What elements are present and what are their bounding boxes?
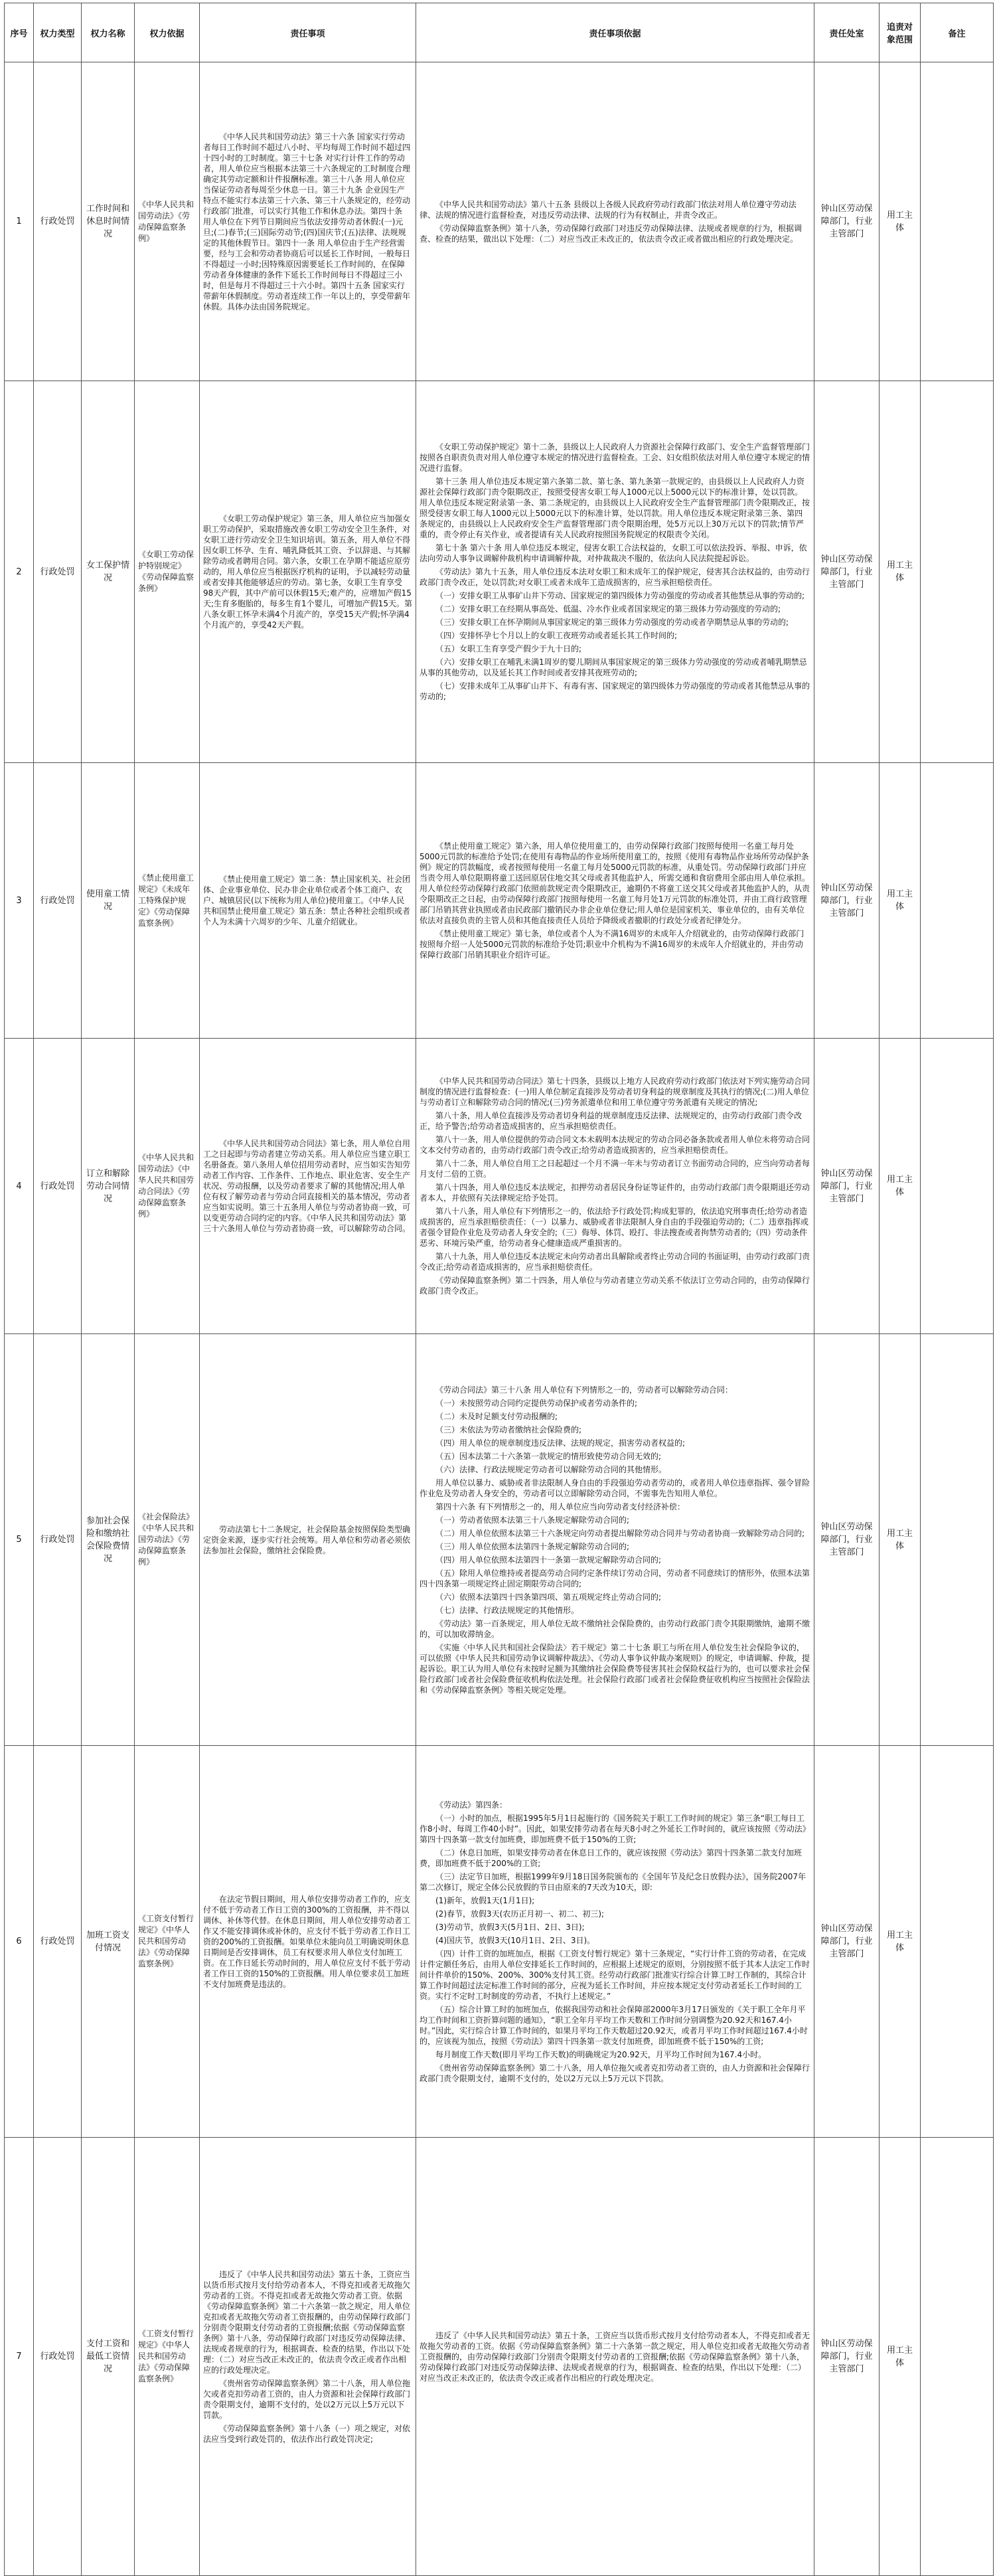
cell-duty-paragraph: 劳动法第七十二条规定，社会保险基金按照保险类型确定资金来源，逐步实行社会统筹。用人单位和劳动者必须依法参加社会保险，缴纳社会保险费。 [203,1524,411,1555]
cell-dept: 钟山区劳动保障部门，行业主管部门 [814,62,880,381]
cell-dept: 钟山区劳动保障部门，行业主管部门 [814,381,880,763]
cell-no: 4 [5,1039,34,1334]
cell-duty-basis-paragraph: （二）休息日加班，如果安排劳动者在休息日工作的，就应该按照《劳动法》第四十四条第二款支付加班费，即加班费不低于200%的工资; [420,1847,803,1868]
cell-target: 用工主体 [880,1746,921,2138]
col-header-no: 序号 [5,3,34,62]
cell-duty-basis-paragraph: (2)春节，放假3天(农历正月初一、初二、初三); [435,1909,605,1919]
col-header-duty: 责任事项 [200,3,416,62]
cell-name: 加班工资支付情况 [82,1746,135,2138]
cell-target: 用工主体 [880,381,921,763]
cell-dept: 钟山区劳动保障部门，行业主管部门 [814,1746,880,2138]
cell-duty-basis-paragraph: (1)新年，放假1天(1月1日); [435,1895,535,1905]
cell-duty-basis-paragraph: （三）安排女职工在怀孕期间从事国家规定的第三级体力劳动强度的劳动或者孕期禁忌从事的劳动的; [435,618,789,627]
cell-name: 订立和解除劳动合同情况 [82,1039,135,1334]
cell-duty-basis-paragraph: 《劳动合同法》第三十八条 用人单位有下列情形之一的，劳动者可以解除劳动合同： [435,1385,733,1395]
cell-dept: 钟山区劳动保障部门，行业主管部门 [814,763,880,1039]
cell-duty-basis-paragraph: 第四十六条 有下列情形之一的，用人单位应当向劳动者支付经济补偿： [435,1502,685,1511]
cell-dept: 钟山区劳动保障部门，行业主管部门 [814,2138,880,2576]
cell-duty-basis-paragraph: （五）除用人单位维持或者提高劳动合同约定条件续订劳动合同，劳动者不同意续订的情形外，依照本法第四十四条第一项规定终止固定期限劳动合同的; [420,1568,810,1589]
cell-duty-basis-paragraph: （一）小时的加点，根据1995年5月1日起施行的《国务院关于职工工作时间的规定》第三条“职工每日工作8小时、每周工作40小时”。因此，如果安排劳动者在每天8小时之外延长工作时间的，就应该按照《劳动法》第四十四条第一款支付加班费，即加班费不低于150%的工资; [420,1813,810,1844]
cell-note [921,2138,994,2576]
cell-duty-basis-paragraph: 第八十八条，用人单位有下列情形之一的，依法给予行政处罚;构成犯罪的，依法追究刑事责任;给劳动者造成损害的，应当承担赔偿责任：（一）以暴力、威胁或者非法限制人身自由的手段强迫劳动的;（二）违章指挥或者强令冒险作业危及劳动者人身安全的;（三）侮辱、体罚、殴打、非法搜查或者拘禁劳动者的;（四）劳动条件恶劣、环境污染严重，给劳动者身心健康造成严重损害的。 [420,1207,809,1248]
col-header-basis: 权力依据 [135,3,200,62]
cell-duty-basis-paragraph: 第八十条，用人单位直接涉及劳动者切身利益的规章制度违反法律、法规规定的，由劳动行政部门责令改正，给予警告;给劳动者造成损害的，应当承担赔偿责任。 [420,1111,803,1131]
cell-duty [200,2138,416,2576]
col-header-target: 追责对象范围 [880,3,921,62]
cell-note [921,763,994,1039]
cell-duty-paragraph: 《贵州省劳动保障监察条例》第二十八条，用人单位拖欠或者克扣劳动者工资的，由人力资源和社会保障行政部门责令限期支付，逾期不支付的，处以2万元以上5万元以下罚款。 [203,2378,411,2420]
cell-duty-basis-paragraph: （六）法律、行政法规规定劳动者可以解除劳动合同的其他情形。 [435,1464,667,1474]
cell-duty-basis-paragraph: （一）未按照劳动合同约定提供劳动保护或者劳动条件的; [435,1398,638,1408]
cell-duty-basis-paragraph: （四）用人单位依照本法第四十一条第一款规定解除劳动合同的; [435,1555,662,1565]
cell-basis: 《中华人民共和国劳动法》《中华人民共和国劳动合同法》《劳动保障监察条例》 [135,1039,200,1334]
power-list-table [4,3,994,2576]
cell-type: 行政处罚 [34,763,82,1039]
cell-duty-basis [416,2138,814,2576]
cell-duty-basis [416,1039,814,1334]
col-header-duty-basis: 责任事项依据 [416,3,814,62]
cell-duty-basis-paragraph: （四）计件工资的加班加点，根据《工资支付暂行规定》第十三条规定，“实行计件工资的劳动者，在完成计件定额任务后，由用人单位安排延长工作时间的，应根据上述规定的原则，分别按照不低于其本人法定工作时间计件单价的150%、200%、300%支付其工资。经劳动行政部门批准实行综合计算工时工作制的，其综合计算工作时间超过法定标准工作时间的部分，应视为延长工作时间，并应按本规定支付劳动者延长工作时间的工资。实行不定时工时制度的劳动者，不执行上述规定。” [420,1948,810,2001]
cell-duty-paragraph: 《中华人民共和国劳动法》第三十六条 国家实行劳动者每日工作时间不超过八小时、平均每周工作时间不超过四十四小时的工时制度。第三十七条 对实行计件工作的劳动者，用人单位应当根据本法第三十六条规定的工时制度合理确定其劳动定额和计件报酬标准。第三十八条 用人单位应当保证劳动者每周至少休息一日。第三十九条 企业因生产特点不能实行本法第三十六条、第三十八条规定的，经劳动行政部门批准，可以实行其他工作和休息办法。第四十条 用人单位在下列节日期间应当依法安排劳动者休假:(一)元旦;(二)春节;(三)国际劳动节;(四)国庆节;(五)法律、法规规定的其他休假节日。第四十一条 用人单位由于生产经营需要，经与工会和劳动者协商后可以延长工作时间，一般每日不得超过一小时;因特殊原因需要延长工作时间的，在保障劳动者身体健康的条件下延长工作时间每日不得超过三小时，但是每月不得超过三十六小时。第四十五条 国家实行带薪年休假制度。劳动者连续工作一年以上的，享受带薪年休假。具体办法由国务院规定。 [203,131,411,311]
cell-no: 3 [5,763,34,1039]
cell-duty-basis-paragraph: 《实施〈中华人民共和国社会保险法〉若干规定》第二十七条 职工与所在用人单位发生社会保险争议的，可以依照《中华人民共和国劳动争议调解仲裁法》、《劳动人事争议仲裁办案规则》的规定，申请调解、仲裁，提起诉讼。职工认为用人单位有未按时足额为其缴纳社会保险费等侵害其社会保险权益行为的，也可以要求社会保险行政部门或者社会保险费征收机构依法处理。社会保险行政部门或者社会保险费征收机构应当按照社会保险法和《劳动保障监察条例》等相关规定处理。 [420,1642,810,1695]
header-row [5,3,994,62]
cell-duty-basis-paragraph: (4)国庆节，放假3天(10月1日、2日、3日)。 [435,1935,595,1945]
cell-duty [200,1039,416,1334]
cell-duty [200,1334,416,1746]
table-row [5,62,994,381]
cell-duty [200,1746,416,2138]
table-row [5,1334,994,1746]
cell-duty-basis-paragraph: （一）安排女职工从事矿山井下劳动、国家规定的第四级体力劳动强度的劳动或者其他禁忌从事的劳动的; [435,591,805,600]
cell-duty-basis-paragraph: （二）未及时足额支付劳动报酬的; [435,1411,558,1421]
cell-duty-basis-paragraph: （六）依照本法第四十四条第四项、第五项规定终止劳动合同的; [435,1592,662,1602]
cell-duty-paragraph: 《禁止使用童工规定》第二条：禁止国家机关、社会团体、企业事业单位、民办非企业单位或者个体工商户、农户、城镇居民(以下统称为用人单位)使用童工。《中华人民共和国禁止使用童工规定》第五条：禁止各种社会组织或者个人为未满十六周岁的少年、儿童介绍就业。 [203,875,411,926]
cell-duty-basis-paragraph: （一）劳动者依照本法第三十八条规定解除劳动合同的; [435,1515,630,1525]
cell-dept: 钟山区劳动保障部门，行业主管部门 [814,1334,880,1746]
cell-duty-basis-paragraph: （二）用人单位依照本法第三十六条规定向劳动者提出解除劳动合同并与劳动者协商一致解除劳动合同的; [435,1528,805,1538]
cell-duty-basis [416,1334,814,1746]
cell-duty-basis-paragraph: 第八十一条，用人单位提供的劳动合同文本未载明本法规定的劳动合同必备条款或者用人单位未将劳动合同文本交付劳动者的，由劳动行政部门责令改正;给劳动者造成损害的，应当承担赔偿责任。 [420,1135,810,1155]
cell-duty-basis-paragraph: 《女职工劳动保护规定》第十二条，县级以上人民政府人力资源社会保障行政部门、安全生产监督管理部门按照各自职责负责对用人单位遵守本规定的情况进行监督检查。工会、妇女组织依法对用人单位遵守本规定的情况进行监督。 [420,442,810,473]
cell-no: 2 [5,381,34,763]
cell-duty-paragraph: 《女职工劳动保护规定》第三条，用人单位应当加强女职工劳动保护，采取措施改善女职工劳动安全卫生条件，对女职工进行劳动安全卫生知识培训。第五条，用人单位不得因女职工怀孕、生育、哺乳降低其工资、予以辞退、与其解除劳动或者聘用合同。第六条，女职工在孕期不能适应原劳动的，用人单位应当根据医疗机构的证明，予以减轻劳动量或者安排其他能够适应的劳动。第七条，女职工生育享受98天产假，其中产前可以休假15天;难产的，应增加产假15天;生育多胞胎的，每多生育1个婴儿，可增加产假15天。第八条女职工怀孕未满4个月流产的，享受15天产假;怀孕满4个月流产的，享受42天产假。 [203,514,412,630]
cell-target: 用工主体 [880,2138,921,2576]
cell-name: 使用童工情况 [82,763,135,1039]
cell-dept: 钟山区劳动保障部门，行业主管部门 [814,1039,880,1334]
cell-duty-basis-paragraph: （四）安排怀孕七个月以上的女职工夜班劳动或者延长其工作时间的; [435,631,678,640]
cell-target: 用工主体 [880,62,921,381]
cell-duty-basis-paragraph: （二）安排女职工在经期从事高处、低温、冷水作业或者国家规定的第三级体力劳动强度的劳动的; [435,604,781,614]
cell-duty-basis-paragraph: 《中华人民共和国劳动法》第八十五条 县级以上各级人民政府劳动行政部门依法对用人单位遵守劳动法律、法规的情况进行监督检查，对违反劳动法律、法规的行为有权制止，并责令改正。 [420,199,797,220]
cell-note [921,1334,994,1746]
cell-duty-paragraph: 《中华人民共和国劳动合同法》第七条，用人单位自用工之日起即与劳动者建立劳动关系。用人单位应当建立职工名册备查。第八条用人单位招用劳动者时，应当如实告知劳动者工作内容、工作条件、工作地点、职业危害、安全生产状况、劳动报酬，以及劳动者要求了解的其他情况;用人单位有权了解劳动者与劳动合同直接相关的基本情况，劳动者应当如实说明。第三十五条用人单位与劳动者协商一致，可以变更劳动合同约定的内容。《中华人民共和国劳动法》第三十六条用人单位与劳动者协商一致，可以解除劳动合同。 [203,1139,411,1233]
cell-type: 行政处罚 [34,1746,82,2138]
cell-duty-paragraph: 在法定节假日期间，用人单位安排劳动者工作的，应支付不低于劳动者工作日工资的300%的工资报酬，并不得以调休、补休等代替。在休息日期间，用人单位安排劳动者工作又不能安排调休或补休的，应支付不低于劳动者工作日工资的200%的工资报酬。如果单位未能向员工明确说明休息日期间是否安排调休，员工有权要求用人单位支付加班工资。在工作日延长劳动时间的，用人单位应支付不低于劳动者工作日工资的150%的工资报酬。用人单位要求员工加班不支付加班费是违法的。 [203,1894,411,1989]
cell-note [921,1039,994,1334]
col-header-dept: 责任处室 [814,3,880,62]
cell-duty-basis-paragraph: 《中华人民共和国劳动合同法》第七十四条，县级以上地方人民政府劳动行政部门依法对下列实施劳动合同制度的情况进行监督检查：(一)用人单位制定直接涉及劳动者切身利益的规章制度及其执行的情况;(二)用人单位与劳动者订立和解除劳动合同的情况;(三)劳务派遣单位和用工单位遵守劳务派遣有关规定的情况; [420,1076,810,1107]
cell-duty-basis-paragraph: （三）用人单位依照本法第四十条规定解除劳动合同的; [435,1541,630,1551]
cell-duty-basis-paragraph: （五）综合计算工时的加班加点，依据我国劳动和社会保障部2000年3月17日颁发的《关于职工全年月平均工作时间和工资折算问题的通知》，“职工全年月平均工作天数和工作时间分别调整为20.92天和167.4小时。”因此，实行综合计算工作时间的，如果月平均工作天数超过20.92天，或者月平均工作时间超过167.4小时的，应该视为加点，按照《劳动法》第四十四条第一款支付加班费，即加班费不低于150%的工资; [420,2004,808,2046]
cell-target: 用工主体 [880,763,921,1039]
cell-duty-basis-paragraph: 第七十条 第六十条 用人单位违反本规定，侵害女职工合法权益的，女职工可以依法投诉、举报、申诉，依法向劳动人事争议调解仲裁机构申请调解仲裁，对仲裁裁决不服的，依法向人民法院提起诉讼。 [420,543,807,563]
cell-no: 6 [5,1746,34,2138]
cell-duty-basis-paragraph: 《劳动保障监察条例》第十八条，劳动保障行政部门对违反劳动保障法律、法规或者规章的行为，根据调查、检查的结果，做出以下处理：（二）对应当改正未改正的，依法责令改正或者做出相应的行政处理决定。 [420,223,803,244]
cell-type: 行政处罚 [34,1334,82,1746]
cell-duty-basis-paragraph: 违反了《中华人民共和国劳动法》第五十条，工资应当以货币形式按月支付给劳动者本人，不得克扣或者无故拖欠劳动者的工资。依据《劳动保障监察条例》第二十六条第一款之规定，用人单位克扣或者无故拖欠劳动者工资报酬的，由劳动保障行政部门分别责令限期支付劳动者的工资报酬;依据《劳动保障监察条例》第十八条，劳动保障行政部门对违反劳动保障法律、法规或者规章的行为，根据调查、检查的结果，作出以下处理：（二）对应当改正未改正的，依法责令改正或者作出相应的行政处理决定。 [420,2330,810,2383]
cell-duty-basis-paragraph: 第八十四条，用人单位违反本法规定，扣押劳动者居民身份证等证件的，由劳动行政部门责令限期退还劳动者本人，并依照有关法律规定给予处罚。 [420,1183,810,1203]
cell-duty-basis [416,1746,814,2138]
cell-duty [200,763,416,1039]
cell-duty-basis-paragraph: （六）安排女职工在哺乳未满1周岁的婴儿期间从事国家规定的第三级体力劳动强度的劳动或者哺乳期禁忌从事的其他劳动，以及延长其工作时间或者安排其夜班劳动的; [420,657,807,677]
table-row [5,763,994,1039]
cell-duty-basis-paragraph: 《劳动法》第四条： [435,1800,508,1810]
cell-duty [200,62,416,381]
cell-basis: 《工资支付暂行规定》《中华人民共和国劳动法》《劳动保障监察条例》 [135,1746,200,2138]
cell-duty-basis-paragraph: （五）女职工生育享受产假少于九十日的; [435,644,582,653]
cell-duty-basis-paragraph: 《禁止使用童工规定》第六条，用人单位使用童工的，由劳动保障行政部门按照每使用一名童工每月处5000元罚款的标准给予处罚;在使用有毒物品的作业场所使用童工的，按照《使用有毒物品作业场所劳动保护条例》规定的罚款幅度，或者按照每使用一名童工每月处5000元罚款的标准，从重处罚。劳动保障行政部门并应当责令用人单位限期将童工送回原居住地交其父母或者其他监护人，所需交通和食宿费用全部由用人单位承担。用人单位经劳动保障行政部门依照前款规定责令限期改正，逾期仍不将童工送交其父母或者其他监护人的，从责令限期改正之日起，由劳动保障行政部门按照每使用一名童工每月处1万元罚款的标准处罚，并由工商行政管理部门吊销其营业执照或者由民政部门撤销民办非企业单位登记;用人单位是国家机关、事业单位的，由有关单位依法对直接负责的主管人员和其他直接责任人员给予降级或者撤职的行政处分或者纪律处分。 [420,841,810,925]
cell-duty-basis-paragraph: （三）未依法为劳动者缴纳社会保险费的; [435,1424,582,1434]
cell-duty-paragraph: 《劳动保障监察条例》第十八条（一）项之规定，对依法应当受到行政处罚的，依法作出行政处罚决定; [203,2423,411,2444]
cell-duty-basis [416,381,814,763]
cell-no: 7 [5,2138,34,2576]
cell-duty-basis-paragraph: 《贵州省劳动保障监察条例》第二十八条，用人单位拖欠或者克扣劳动者工资的，由人力资源和社会保障行政部门责令限期支付，逾期不支付的，处以2万元以上5万元以下罚款。 [420,2063,810,2083]
cell-duty-basis-paragraph: (3)劳动节，放假3天(5月1日、2日、3日); [435,1922,585,1932]
cell-duty-basis [416,62,814,381]
cell-duty-basis-paragraph: （四）用人单位的规章制度违反法律、法规的规定，损害劳动者权益的; [435,1438,686,1448]
cell-type: 行政处罚 [34,62,82,381]
cell-type: 行政处罚 [34,1039,82,1334]
cell-note [921,62,994,381]
cell-duty-basis-paragraph: 《劳动法》第一百条规定，用人单位无故不缴纳社会保险费的，由劳动行政部门责令其限期缴纳，逾期不缴的，可以加收滞纳金。 [420,1618,810,1639]
cell-duty-basis-paragraph: （三）法定节日加班，根据1999年9月18日国务院颁布的《全国年节及纪念日放假办法》，国务院2007年第二次修订，规定全体公民放假的节日由原来的7天改为10天，即: [420,1871,806,1892]
cell-type: 行政处罚 [34,2138,82,2576]
table-row [5,1746,994,2138]
cell-duty-basis-paragraph: 《劳动法》第九十五条，用人单位违反本法对女职工和未成年工的保护规定，侵害其合法权益的，由劳动行政部门责令改正，处以罚款;对女职工或者未成年工造成损害的，应当承担赔偿责任。 [420,567,810,587]
cell-no: 5 [5,1334,34,1746]
cell-basis: 《工资支付暂行规定》《中华人民共和国劳动法》《劳动保障监察条例》 [135,2138,200,2576]
cell-basis: 《女职工劳动保护特别规定》《劳动保障监察条例》 [135,381,200,763]
cell-duty-basis-paragraph: 用人单位以暴力、威胁或者非法限制人身自由的手段强迫劳动者劳动的，或者用人单位违章指挥、强令冒险作业危及劳动者人身安全的，劳动者可以立即解除劳动合同，不需事先告知用人单位。 [420,1478,810,1498]
col-header-note: 备注 [921,3,994,62]
table-row [5,381,994,763]
cell-duty-basis-paragraph: （七）法律、行政法规规定的其他情形。 [435,1605,579,1615]
cell-duty-basis-paragraph: 每月制度工作天数(即月平均工作天数)的明确规定为20.92天，月平均工作时间为167.4小时。 [435,2049,767,2059]
cell-basis: 《禁止使用童工规定》《未成年工特殊保护规定》《劳动保障监察条例》 [135,763,200,1039]
cell-duty-basis-paragraph: 第八十九条，用人单位违反本法规定未向劳动者出具解除或者终止劳动合同的书面证明，由劳动行政部门责令改正;给劳动者造成损害的，应当承担赔偿责任。 [420,1252,810,1272]
col-header-type: 权力类型 [34,3,82,62]
cell-name: 参加社会保险和缴纳社会保险费情况 [82,1334,135,1746]
cell-basis: 《中华人民共和国劳动法》《劳动保障监察条例》 [135,62,200,381]
cell-target: 用工主体 [880,1039,921,1334]
cell-note [921,1746,994,2138]
table-row [5,2138,994,2576]
cell-duty-basis-paragraph: 第十三条 用人单位违反本规定第六条第二款、第七条、第九条第一款规定的，由县级以上人民政府人力资源社会保障行政部门责令限期改正，按照受侵害女职工每人1000元以上5000元以下的标准计算，处以罚款。用人单位违反本规定附录第一条、第二条规定的，由县级以上人民政府安全生产监督管理部门责令限期改正，按照受侵害女职工每人1000元以上5000元以下的标准计算，处以罚款。用人单位违反本规定附录第三条、第四条规定的，由县级以上人民政府安全生产监督管理部门责令限期治理，处5万元以上30万元以下的罚款;情节严重的，责令停止有关作业，或者提请有关人民政府按照国务院规定的权限责令关闭。 [420,477,810,539]
cell-duty-basis [416,763,814,1039]
table-row [5,1039,994,1334]
cell-duty-basis-paragraph: 《劳动保障监察条例》第二十四条，用人单位与劳动者建立劳动关系不依法订立劳动合同的，由劳动保障行政部门责令改正。 [420,1276,810,1296]
cell-name: 工作时间和休息时间情况 [82,62,135,381]
cell-duty-basis-paragraph: 《禁止使用童工规定》第七条，单位或者个人为不满16周岁的未成年人介绍就业的，由劳动保障行政部门按照每介绍一人处5000元罚款的标准给予处罚;职业中介机构为不满16周岁的未成年人介绍就业的，并由劳动保障行政部门吊销其职业介绍许可证。 [420,929,805,960]
cell-note [921,381,994,763]
col-header-name: 权力名称 [82,3,135,62]
cell-duty-basis-paragraph: （七）安排未成年工从事矿山井下、有毒有害、国家规定的第四级体力劳动强度的劳动或者其他禁忌从事的劳动的; [420,681,810,701]
cell-target: 用工主体 [880,1334,921,1746]
cell-no: 1 [5,62,34,381]
cell-duty [200,381,416,763]
cell-basis: 《社会保险法》《中华人民共和国劳动法》《劳动保障监察条例》 [135,1334,200,1746]
cell-name: 女工保护情况 [82,381,135,763]
table-body [5,62,994,2576]
cell-type: 行政处罚 [34,381,82,763]
cell-name: 支付工资和最低工资情况 [82,2138,135,2576]
cell-duty-basis-paragraph: 第八十二条，用人单位自用工之日起超过一个月不满一年未与劳动者订立书面劳动合同的，应当向劳动者每月支付二倍的工资。 [420,1159,810,1179]
cell-duty-basis-paragraph: （五）因本法第二十六条第一款规定的情形致使劳动合同无效的; [435,1451,662,1461]
cell-duty-paragraph: 违反了《中华人民共和国劳动法》第五十条，工资应当以货币形式按月支付给劳动者本人，不得克扣或者无故拖欠劳动者的工资。不得克扣或者无故拖欠劳动者工资。依据《劳动保障监察条例》第二十六条第一款之规定，用人单位克扣或者无故拖欠劳动者工资报酬的，由劳动保障行政部门分别责令限期支付劳动者的工资报酬;依据《劳动保障监察条例》第十八条，劳动保障行政部门对违反劳动保障法律、法规或者规章的行为，根据调查、检查的结果，作出以下处理：（二）对应当改正未改正的，依法责令改正或者作出相应的行政处理决定。 [203,2269,411,2375]
